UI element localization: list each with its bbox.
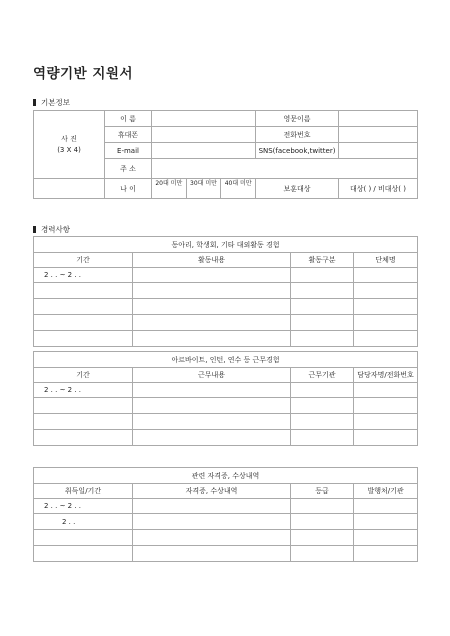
table-cell[interactable] xyxy=(34,331,133,347)
table-cell[interactable] xyxy=(291,283,354,299)
activity-table xyxy=(33,236,418,347)
period-cell[interactable]: 2 . . ~ 2 . . xyxy=(34,268,133,283)
phone-label: 전화번호 xyxy=(256,127,339,143)
table-cell[interactable] xyxy=(354,499,418,514)
photo-label: 사 진 xyxy=(61,134,77,143)
col-header: 자격증, 수상내역 xyxy=(133,484,291,499)
table-row xyxy=(34,514,418,530)
photo-size-label: (3 X 4) xyxy=(57,145,81,154)
table-cell[interactable] xyxy=(291,315,354,331)
table-row xyxy=(34,268,418,283)
table-cell[interactable] xyxy=(291,331,354,347)
table-cell[interactable] xyxy=(291,530,354,546)
table-cell[interactable] xyxy=(291,546,354,562)
mobile-label: 휴대폰 xyxy=(105,127,152,143)
email-label: E-mail xyxy=(105,143,152,159)
col-header: 담당자명/전화번호 xyxy=(354,368,418,383)
certificate-table xyxy=(33,467,418,562)
certificate-table-title: 관련 자격증, 수상내역 xyxy=(34,468,418,484)
col-header: 발행처/기관 xyxy=(354,484,418,499)
table-cell[interactable] xyxy=(354,283,418,299)
table-cell[interactable] xyxy=(354,398,418,414)
age-option[interactable]: 40대 미만 xyxy=(224,180,252,187)
table-cell[interactable] xyxy=(291,430,354,446)
table-cell[interactable] xyxy=(354,331,418,347)
table-cell[interactable] xyxy=(34,299,133,315)
table-cell[interactable] xyxy=(133,299,291,315)
table-cell[interactable] xyxy=(34,414,133,430)
name-field[interactable] xyxy=(152,111,256,127)
table-row xyxy=(34,414,418,430)
basic-info-table xyxy=(33,110,418,199)
table-cell[interactable] xyxy=(133,268,291,283)
table-cell[interactable] xyxy=(133,514,291,530)
col-header: 활동내용 xyxy=(133,253,291,268)
table-cell[interactable] xyxy=(34,530,133,546)
work-experience-table xyxy=(33,351,418,446)
table-row xyxy=(34,499,418,514)
section-marker xyxy=(33,99,36,106)
col-header: 취득일/기간 xyxy=(34,484,133,499)
eng-name-field[interactable] xyxy=(339,111,418,127)
veteran-options[interactable]: 대상( ) / 비대상( ) xyxy=(339,179,418,199)
table-row xyxy=(34,430,418,446)
col-header: 기간 xyxy=(34,253,133,268)
table-row xyxy=(34,530,418,546)
table-cell[interactable] xyxy=(34,315,133,331)
table-cell[interactable] xyxy=(354,514,418,530)
work-table-title: 아르바이트, 인턴, 연수 등 근무경험 xyxy=(34,352,418,368)
age-label: 나 이 xyxy=(105,179,152,199)
table-cell[interactable] xyxy=(291,514,354,530)
table-cell[interactable] xyxy=(291,414,354,430)
section-basic-heading xyxy=(33,97,70,108)
table-cell[interactable] xyxy=(354,546,418,562)
table-cell[interactable] xyxy=(291,383,354,398)
col-header: 근무내용 xyxy=(133,368,291,383)
table-cell[interactable] xyxy=(34,546,133,562)
table-row xyxy=(34,315,418,331)
table-cell[interactable] xyxy=(291,268,354,283)
page-title: 역량기반 지원서 xyxy=(33,66,133,82)
sns-field[interactable] xyxy=(339,143,418,159)
section-basic-label: 기본정보 xyxy=(41,98,70,107)
table-row xyxy=(34,383,418,398)
mobile-field[interactable] xyxy=(152,127,256,143)
table-cell[interactable] xyxy=(354,299,418,315)
table-cell[interactable] xyxy=(133,546,291,562)
table-cell[interactable] xyxy=(133,430,291,446)
table-row xyxy=(34,331,418,347)
period-cell[interactable]: 2 . . ~ 2 . . xyxy=(34,383,133,398)
email-field[interactable] xyxy=(152,143,256,159)
date-cell[interactable]: 2 . . xyxy=(34,514,133,530)
period-cell[interactable]: 2 . . ~ 2 . . xyxy=(34,499,133,514)
section-marker xyxy=(33,226,36,233)
table-cell[interactable] xyxy=(354,430,418,446)
name-label: 이 름 xyxy=(105,111,152,127)
table-cell[interactable] xyxy=(354,383,418,398)
table-cell[interactable] xyxy=(291,398,354,414)
col-header: 기간 xyxy=(34,368,133,383)
section-career-label: 경력사항 xyxy=(41,225,70,234)
table-row xyxy=(34,546,418,562)
table-cell[interactable] xyxy=(133,414,291,430)
table-cell[interactable] xyxy=(133,383,291,398)
table-cell[interactable] xyxy=(34,398,133,414)
col-header: 활동구분 xyxy=(291,253,354,268)
table-cell[interactable] xyxy=(133,530,291,546)
table-cell[interactable] xyxy=(133,331,291,347)
col-header: 단체명 xyxy=(354,253,418,268)
age-option[interactable]: 30대 미만 xyxy=(187,179,222,198)
table-cell[interactable] xyxy=(291,499,354,514)
col-header: 등급 xyxy=(291,484,354,499)
table-row xyxy=(34,283,418,299)
table-row xyxy=(34,299,418,315)
phone-field[interactable] xyxy=(339,127,418,143)
veteran-label: 보훈대상 xyxy=(256,179,339,199)
table-cell[interactable] xyxy=(133,283,291,299)
table-cell[interactable] xyxy=(34,430,133,446)
table-cell[interactable] xyxy=(354,315,418,331)
table-cell[interactable] xyxy=(133,315,291,331)
table-cell[interactable] xyxy=(354,530,418,546)
table-cell[interactable] xyxy=(354,414,418,430)
address-field[interactable] xyxy=(152,159,418,179)
address-label: 주 소 xyxy=(105,159,152,179)
age-options[interactable] xyxy=(152,179,256,199)
sns-label: SNS(facebook,twitter) xyxy=(256,143,339,159)
table-cell[interactable] xyxy=(133,499,291,514)
table-row xyxy=(34,398,418,414)
table-cell[interactable] xyxy=(133,398,291,414)
photo-box[interactable] xyxy=(34,111,105,179)
table-cell[interactable] xyxy=(291,299,354,315)
photo-spacer xyxy=(34,179,105,199)
eng-name-label: 영문이름 xyxy=(256,111,339,127)
table-cell[interactable] xyxy=(34,283,133,299)
section-career-heading xyxy=(33,224,70,235)
table-cell[interactable] xyxy=(354,268,418,283)
col-header: 근무기관 xyxy=(291,368,354,383)
activity-table-title: 동아리, 학생회, 기타 대외활동 경험 xyxy=(34,237,418,253)
age-option[interactable]: 20대 미만 xyxy=(152,179,187,198)
